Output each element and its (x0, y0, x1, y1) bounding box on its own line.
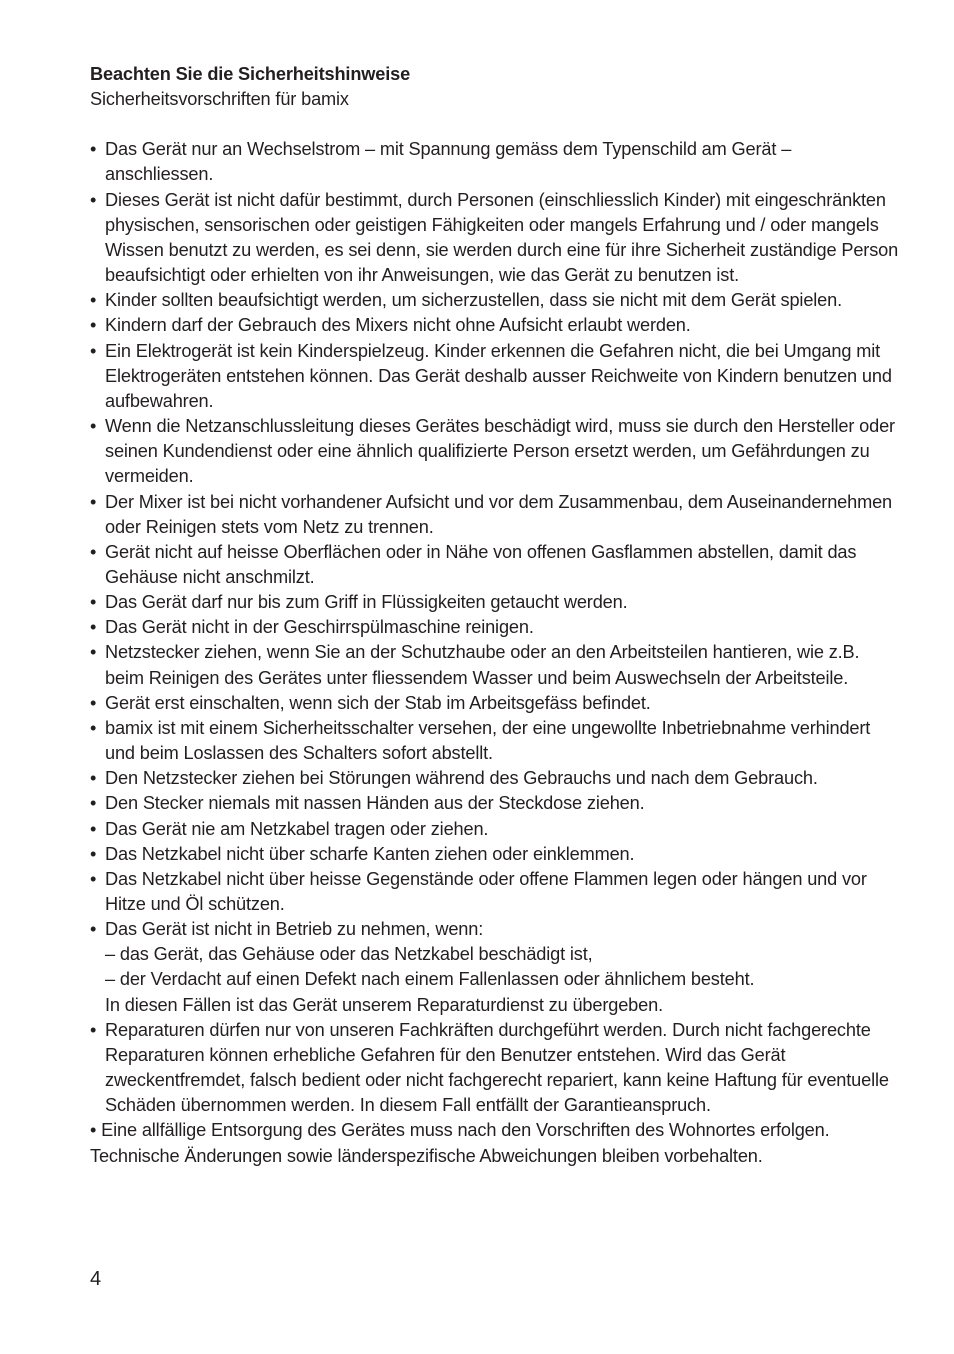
bullet-icon: • (90, 642, 97, 663)
list-item (90, 490, 900, 540)
page-title: Beachten Sie die Sicherheitshinweise (90, 64, 411, 84)
bullet-icon: • (90, 189, 97, 210)
list-item (90, 791, 900, 816)
rule-text: Das Gerät darf nur bis zum Griff in Flüssigkeiten getaucht werden. (105, 592, 628, 613)
list-item (90, 766, 900, 791)
list-item (90, 867, 900, 917)
list-item (90, 817, 900, 842)
list-item (90, 339, 900, 414)
disposal-text: Eine allfällige Entsorgung des Gerätes muss nach den Vorschriften des Wohnortes erfolgen. (101, 1120, 830, 1141)
bullet-icon: • (90, 818, 97, 839)
list-item (90, 842, 900, 867)
bullet-icon: • (90, 139, 97, 160)
rule-text: Den Stecker niemals mit nassen Händen aus der Steckdose ziehen. (105, 793, 645, 814)
rule-text: Netzstecker ziehen, wenn Sie an der Schutzhaube oder an den Arbeitsteilen hantieren, wie z.B. beim Reinigen des Gerätes unter fliessendem Wasser und beim Auswechseln der Arbeitsteile. (105, 642, 860, 688)
rule-text: Gerät nicht auf heisse Oberflächen oder in Nähe von offenen Gasflammen abstellen, damit das Gehäuse nicht anschmilzt. (105, 541, 857, 587)
rule-text: Das Netzkabel nicht über heisse Gegenstände oder offene Flammen legen oder hängen und vor Hitze und Öl schützen. (105, 868, 867, 914)
bullet-icon: • (90, 290, 97, 311)
footer-note: Technische Änderungen sowie länderspezifische Abweichungen bleiben vorbehalten. (90, 1145, 763, 1166)
bullet-icon: • (90, 491, 97, 512)
safety-rules-list (90, 137, 900, 1118)
rule-text: Das Gerät nicht in der Geschirrspülmaschine reinigen. (105, 617, 534, 638)
rule-text: Gerät erst einschalten, wenn sich der Stab im Arbeitsgefäss befindet. (105, 692, 651, 713)
bullet-icon: • (90, 617, 97, 638)
damage-condition: – das Gerät, das Gehäuse oder das Netzkabel beschädigt ist, (105, 944, 593, 965)
damage-rule-item (90, 917, 900, 1018)
list-item (90, 288, 900, 313)
list-item (90, 691, 900, 716)
bullet-icon: • (90, 1120, 97, 1141)
list-item (90, 590, 900, 615)
bullet-icon: • (90, 541, 97, 562)
disposal-note (90, 1118, 900, 1143)
rule-text: Kindern darf der Gebrauch des Mixers nicht ohne Aufsicht erlaubt werden. (105, 315, 691, 336)
list-item (90, 640, 900, 690)
safety-page (90, 62, 900, 1169)
list-item (90, 540, 900, 590)
damage-rule-intro: Das Gerät ist nicht in Betrieb zu nehmen, wenn: (105, 919, 484, 940)
repair-rule-item (90, 1018, 900, 1119)
bullet-icon: • (90, 843, 97, 864)
rule-text: Das Netzkabel nicht über scharfe Kanten ziehen oder einklemmen. (105, 843, 635, 864)
list-item (90, 716, 900, 766)
rule-text: Kinder sollten beaufsichtigt werden, um sicherzustellen, dass sie nicht mit dem Gerät spielen. (105, 290, 843, 311)
bullet-icon: • (90, 1019, 97, 1040)
rule-text: Den Netzstecker ziehen bei Störungen während des Gebrauchs und nach dem Gebrauch. (105, 768, 818, 789)
page-number: 4 (90, 1268, 102, 1290)
damage-rule-conclusion: In diesen Fällen ist das Gerät unserem Reparaturdienst zu übergeben. (105, 994, 663, 1015)
bullet-icon: • (90, 315, 97, 336)
bullet-icon: • (90, 592, 97, 613)
bullet-icon: • (90, 692, 97, 713)
rule-text: Das Gerät nie am Netzkabel tragen oder ziehen. (105, 818, 489, 839)
bullet-icon: • (90, 793, 97, 814)
bullet-icon: • (90, 768, 97, 789)
rule-text: Der Mixer ist bei nicht vorhandener Aufsicht und vor dem Zusammenbau, dem Auseinandernehmen oder Reinigen stets vom Netz zu trennen. (105, 491, 893, 537)
rule-text: bamix ist mit einem Sicherheitsschalter versehen, der eine ungewollte Inbetriebnahme verhindert und beim Loslassen des Schalters sofort abstellt. (105, 717, 871, 764)
rule-text: Das Gerät nur an Wechselstrom – mit Spannung gemäss dem Typenschild am Gerät – anschliessen. (105, 139, 792, 185)
rule-text: Reparaturen dürfen nur von unseren Fachkräften durchgeführt werden. Durch nicht fachgerechte Reparaturen können erhebliche Gefahren für den Benutzer entstehen. Wird das Gerät zweckentfremdet, falsch bedient oder nicht fachgerecht repariert, kann keine Haftung für eventuelle Schäden übernommen werden. In diesem Fall entfällt der Garantieanspruch. (105, 1019, 889, 1116)
rule-text: Wenn die Netzanschlussleitung dieses Gerätes beschädigt wird, muss sie durch den Hersteller oder seinen Kundendienst oder eine ähnlich qualifizierte Person ersetzt werden, um Gefährdungen zu vermeiden. (105, 416, 895, 487)
bullet-icon: • (90, 868, 97, 889)
list-item (90, 137, 900, 187)
list-item (90, 313, 900, 338)
bullet-icon: • (90, 717, 97, 738)
list-item (90, 615, 900, 640)
bullet-icon: • (90, 919, 97, 940)
list-item (90, 188, 900, 289)
bullet-icon: • (90, 340, 97, 361)
list-item (90, 414, 900, 489)
damage-condition: – der Verdacht auf einen Defekt nach einem Fallenlassen oder ähnlichem besteht. (105, 969, 755, 990)
rule-text: Dieses Gerät ist nicht dafür bestimmt, durch Personen (einschliesslich Kinder) mit eingeschränkten physischen, sensorischen oder geistigen Fähigkeiten oder mangels Erfahrung und / oder mangels Wissen benutzt zu werden, es sei denn, sie werden durch eine für ihre Sicherheit zuständige Person beaufsichtigt oder erhielten von ihr Anweisungen, wie das Gerät zu benutzen ist. (105, 189, 899, 286)
page-subtitle: Sicherheitsvorschriften für bamix (90, 89, 349, 110)
bullet-icon: • (90, 416, 97, 437)
rule-text: Ein Elektrogerät ist kein Kinderspielzeug. Kinder erkennen die Gefahren nicht, die bei Umgang mit Elektrogeräten entstehen können. Das Gerät deshalb ausser Reichweite von Kindern benutzen und aufbewahren. (105, 340, 892, 411)
